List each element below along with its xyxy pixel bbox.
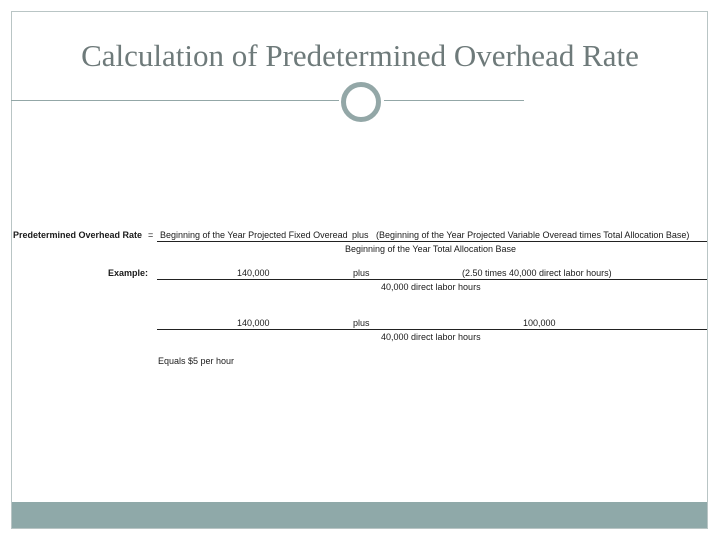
formula-equals: = <box>148 230 154 240</box>
title-divider-left <box>11 100 339 101</box>
formula-denominator: Beginning of the Year Total Allocation Base <box>345 244 516 254</box>
footer-bar <box>12 502 707 528</box>
example-row2-denominator: 40,000 direct labor hours <box>381 332 481 342</box>
formula-plus: plus <box>352 230 369 240</box>
example-row1-plus: plus <box>353 268 370 278</box>
title-divider-circle-icon <box>341 82 381 122</box>
slide-title: Calculation of Predetermined Overhead Rate <box>81 38 639 73</box>
example-row2-fraction-line <box>157 329 707 330</box>
example-label: Example: <box>108 268 149 278</box>
formula-label: Predetermined Overhead Rate <box>13 230 143 240</box>
example-row2-variable: 100,000 <box>523 318 556 328</box>
example-result: Equals $5 per hour <box>158 356 235 366</box>
example-row2-fixed: 140,000 <box>237 318 270 328</box>
formula-numerator-fixed: Beginning of the Year Projected Fixed Overead <box>160 230 348 240</box>
example-row1-variable: (2.50 times 40,000 direct labor hours) <box>462 268 612 278</box>
formula-numerator-variable: (Beginning of the Year Projected Variable Overead times Total Allocation Base) <box>376 230 690 240</box>
example-row1-fraction-line <box>157 279 707 280</box>
example-row1-fixed: 140,000 <box>237 268 270 278</box>
title-divider-right <box>384 100 524 101</box>
formula-fraction-line <box>157 241 707 242</box>
example-row1-denominator: 40,000 direct labor hours <box>381 282 481 292</box>
example-row2-plus: plus <box>353 318 370 328</box>
